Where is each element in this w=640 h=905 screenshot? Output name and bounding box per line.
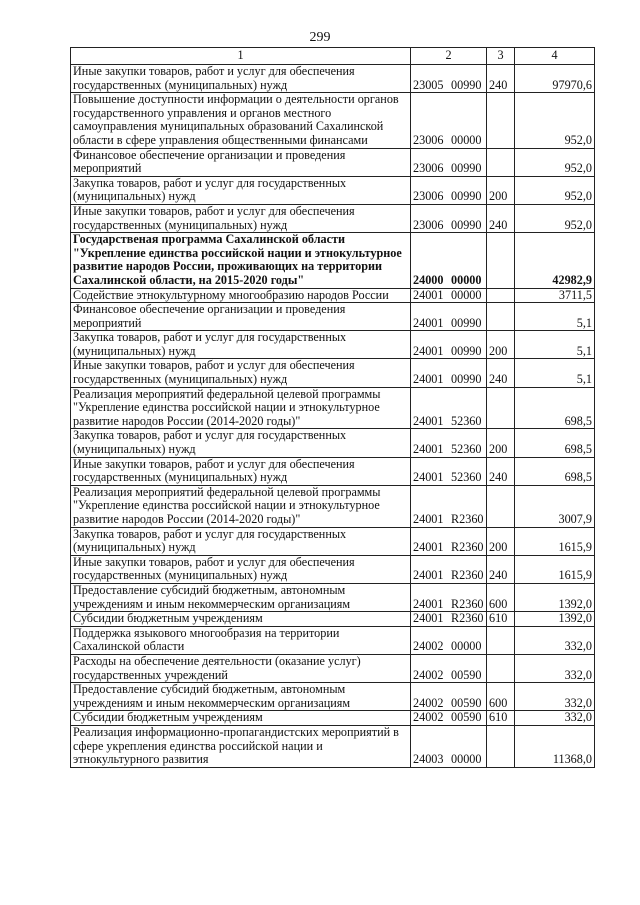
- row-expense-type: 200: [487, 527, 515, 555]
- row-code-direction: 00000: [451, 132, 482, 147]
- table-row: [71, 626, 595, 654]
- row-code: [411, 626, 487, 654]
- row-code-program: 24001: [413, 287, 444, 302]
- row-code-direction: R2360: [451, 596, 484, 611]
- row-code: [411, 429, 487, 457]
- column-header-4: 4: [515, 48, 595, 65]
- row-code-program: 23006: [413, 189, 444, 204]
- row-name: Иные закупки товаров, работ и услуг для обеспечения государственных (муниципальных) нужд: [71, 457, 411, 485]
- table-row: [71, 303, 595, 331]
- row-name: Содействие этнокультурному многообразию народов России: [71, 288, 411, 303]
- row-amount: 1615,9: [515, 527, 595, 555]
- row-code: [411, 457, 487, 485]
- row-code-program: 24001: [413, 413, 444, 428]
- row-code: [411, 233, 487, 288]
- row-code-direction: 00990: [451, 189, 482, 204]
- row-code-direction: R2360: [451, 540, 484, 555]
- row-code-program: 23006: [413, 132, 444, 147]
- budget-table: [70, 47, 595, 768]
- table-row: [71, 331, 595, 359]
- table-header-row: [71, 48, 595, 65]
- row-name: Финансовое обеспечение организации и проведения мероприятий: [71, 148, 411, 176]
- column-header-2: 2: [411, 48, 487, 65]
- table-row: [71, 583, 595, 611]
- row-code-direction: 00000: [451, 272, 482, 287]
- row-expense-type: 200: [487, 176, 515, 204]
- row-code-direction: 00590: [451, 710, 482, 725]
- row-amount: 332,0: [515, 683, 595, 711]
- table-row: [71, 176, 595, 204]
- row-amount: 698,5: [515, 387, 595, 429]
- table-row: [71, 485, 595, 527]
- row-amount: 952,0: [515, 93, 595, 148]
- row-code-direction: 00000: [451, 639, 482, 654]
- row-name: Закупка товаров, работ и услуг для государственных (муниципальных) нужд: [71, 331, 411, 359]
- row-expense-type: [487, 387, 515, 429]
- row-code-program: 23005: [413, 77, 444, 92]
- row-name: Расходы на обеспечение деятельности (оказание услуг) государственных учреждений: [71, 654, 411, 682]
- row-name: Иные закупки товаров, работ и услуг для обеспечения государственных (муниципальных) нужд: [71, 359, 411, 387]
- row-expense-type: [487, 725, 515, 767]
- row-code: [411, 359, 487, 387]
- row-code: [411, 148, 487, 176]
- row-code-direction: 00990: [451, 217, 482, 232]
- row-code: [411, 176, 487, 204]
- row-name: Государственая программа Сахалинской области "Укрепление единства российской нации и этнокультурное развитие народов России, проживающих на территории Сахалинской области, на 2015-2020 годы": [71, 233, 411, 288]
- row-code-program: 24001: [413, 611, 444, 626]
- row-name: Закупка товаров, работ и услуг для государственных (муниципальных) нужд: [71, 176, 411, 204]
- row-expense-type: 600: [487, 583, 515, 611]
- row-code: [411, 485, 487, 527]
- row-code-program: 24001: [413, 540, 444, 555]
- row-amount: 952,0: [515, 148, 595, 176]
- row-expense-type: 240: [487, 359, 515, 387]
- row-name: Иные закупки товаров, работ и услуг для обеспечения государственных (муниципальных) нужд: [71, 65, 411, 93]
- row-code-direction: 52360: [451, 442, 482, 457]
- row-amount: 5,1: [515, 303, 595, 331]
- row-code: [411, 711, 487, 726]
- row-expense-type: 200: [487, 429, 515, 457]
- column-header-1: 1: [71, 48, 411, 65]
- table-row: [71, 711, 595, 726]
- row-expense-type: [487, 626, 515, 654]
- row-expense-type: [487, 148, 515, 176]
- row-amount: 332,0: [515, 626, 595, 654]
- row-code: [411, 288, 487, 303]
- row-code-program: 24000: [413, 272, 444, 287]
- row-code-program: 24002: [413, 667, 444, 682]
- row-amount: 42982,9: [515, 233, 595, 288]
- row-amount: 952,0: [515, 176, 595, 204]
- row-code-program: 24001: [413, 512, 444, 526]
- table-row: [71, 233, 595, 288]
- row-code: [411, 583, 487, 611]
- row-amount: 1392,0: [515, 583, 595, 611]
- column-header-3: 3: [487, 48, 515, 65]
- row-code-direction: 00990: [451, 343, 482, 358]
- row-code: [411, 683, 487, 711]
- row-code-program: 24001: [413, 470, 444, 485]
- row-code-program: 24001: [413, 315, 444, 330]
- row-expense-type: 610: [487, 711, 515, 726]
- row-code-program: 23006: [413, 161, 444, 176]
- row-code-direction: 00590: [451, 695, 482, 710]
- table-row: [71, 204, 595, 232]
- row-code-program: 24001: [413, 343, 444, 358]
- page-number: 299: [309, 30, 331, 45]
- row-code-direction: 52360: [451, 413, 482, 428]
- row-expense-type: [487, 654, 515, 682]
- table-row: [71, 612, 595, 627]
- row-name: Финансовое обеспечение организации и проведения мероприятий: [71, 303, 411, 331]
- row-amount: 698,5: [515, 457, 595, 485]
- row-name: Субсидии бюджетным учреждениям: [71, 711, 411, 726]
- row-expense-type: [487, 485, 515, 527]
- row-code-direction: 00000: [451, 752, 482, 767]
- row-code: [411, 65, 487, 93]
- row-code-direction: 00990: [451, 77, 482, 92]
- row-amount: 332,0: [515, 654, 595, 682]
- row-name: Предоставление субсидий бюджетным, автономным учреждениям и иным некоммерческим организациям: [71, 683, 411, 711]
- row-amount: 1392,0: [515, 612, 595, 627]
- table-row: [71, 359, 595, 387]
- row-amount: 698,5: [515, 429, 595, 457]
- row-code-program: 24001: [413, 442, 444, 457]
- row-name: Предоставление субсидий бюджетным, автономным учреждениям и иным некоммерческим организациям: [71, 583, 411, 611]
- row-code: [411, 654, 487, 682]
- table-row: [71, 683, 595, 711]
- row-name: Субсидии бюджетным учреждениям: [71, 612, 411, 627]
- row-code: [411, 331, 487, 359]
- row-code-direction: R2360: [451, 611, 484, 626]
- table-row: [71, 555, 595, 583]
- row-amount: 1615,9: [515, 555, 595, 583]
- row-code: [411, 612, 487, 627]
- row-expense-type: [487, 93, 515, 148]
- row-code-direction: 00990: [451, 315, 482, 330]
- row-amount: 952,0: [515, 204, 595, 232]
- row-expense-type: 240: [487, 204, 515, 232]
- row-name: Реализация мероприятий федеральной целевой программы "Укрепление единства российской нации и этнокультурное развитие народов России (2014-2020 годы)": [71, 387, 411, 429]
- table-row: [71, 654, 595, 682]
- row-expense-type: 200: [487, 331, 515, 359]
- row-expense-type: [487, 303, 515, 331]
- row-expense-type: 240: [487, 555, 515, 583]
- row-code: [411, 303, 487, 331]
- row-code-direction: 00000: [451, 287, 482, 302]
- row-name: Закупка товаров, работ и услуг для государственных (муниципальных) нужд: [71, 527, 411, 555]
- row-name: Реализация информационно-пропагандистских мероприятий в сфере укрепления единства российской нации и этнокультурного развития: [71, 725, 411, 767]
- row-code-direction: R2360: [451, 512, 484, 526]
- row-expense-type: 240: [487, 65, 515, 93]
- row-code-direction: 00990: [451, 372, 482, 387]
- row-name: Иные закупки товаров, работ и услуг для обеспечения государственных (муниципальных) нужд: [71, 555, 411, 583]
- table-body: [71, 65, 595, 768]
- table-row: [71, 65, 595, 93]
- table-row: [71, 725, 595, 767]
- table-row: [71, 387, 595, 429]
- table-row: [71, 288, 595, 303]
- row-amount: 5,1: [515, 359, 595, 387]
- row-expense-type: 600: [487, 683, 515, 711]
- row-expense-type: 240: [487, 457, 515, 485]
- row-amount: 97970,6: [515, 65, 595, 93]
- row-code: [411, 93, 487, 148]
- row-amount: 5,1: [515, 331, 595, 359]
- row-amount: 11368,0: [515, 725, 595, 767]
- row-name: Повышение доступности информации о деятельности органов государственного управления и органов местного самоуправления муниципальных образований Сахалинской области в сфере управления общественными финансами: [71, 93, 411, 148]
- row-code: [411, 725, 487, 767]
- row-amount: 3711,5: [515, 288, 595, 303]
- row-expense-type: [487, 233, 515, 288]
- row-code: [411, 204, 487, 232]
- table-row: [71, 527, 595, 555]
- row-amount: 332,0: [515, 711, 595, 726]
- row-code-direction: 00590: [451, 667, 482, 682]
- row-name: Иные закупки товаров, работ и услуг для обеспечения государственных (муниципальных) нужд: [71, 204, 411, 232]
- row-code-direction: 00990: [451, 161, 482, 176]
- row-expense-type: 610: [487, 612, 515, 627]
- row-name: Поддержка языкового многообразия на территории Сахалинской области: [71, 626, 411, 654]
- row-name: Закупка товаров, работ и услуг для государственных (муниципальных) нужд: [71, 429, 411, 457]
- row-code-program: 24002: [413, 695, 444, 710]
- row-code-program: 24002: [413, 710, 444, 725]
- row-code-program: 24002: [413, 639, 444, 654]
- table-row: [71, 148, 595, 176]
- row-code: [411, 527, 487, 555]
- row-code-program: 24003: [413, 752, 444, 767]
- row-code-program: 24001: [413, 568, 444, 583]
- row-code-direction: 52360: [451, 470, 482, 485]
- row-expense-type: [487, 288, 515, 303]
- row-code-program: 23006: [413, 217, 444, 232]
- row-code-program: 24001: [413, 372, 444, 387]
- row-code: [411, 555, 487, 583]
- row-code-program: 24001: [413, 596, 444, 611]
- row-amount: 3007,9: [515, 485, 595, 527]
- row-code: [411, 387, 487, 429]
- table-row: [71, 457, 595, 485]
- table-row: [71, 93, 595, 148]
- table-row: [71, 429, 595, 457]
- row-name: Реализация мероприятий федеральной целевой программы "Укрепление единства российской нации и этнокультурное развитие народов России (2014-2020 годы)": [71, 485, 411, 527]
- row-code-direction: R2360: [451, 568, 484, 583]
